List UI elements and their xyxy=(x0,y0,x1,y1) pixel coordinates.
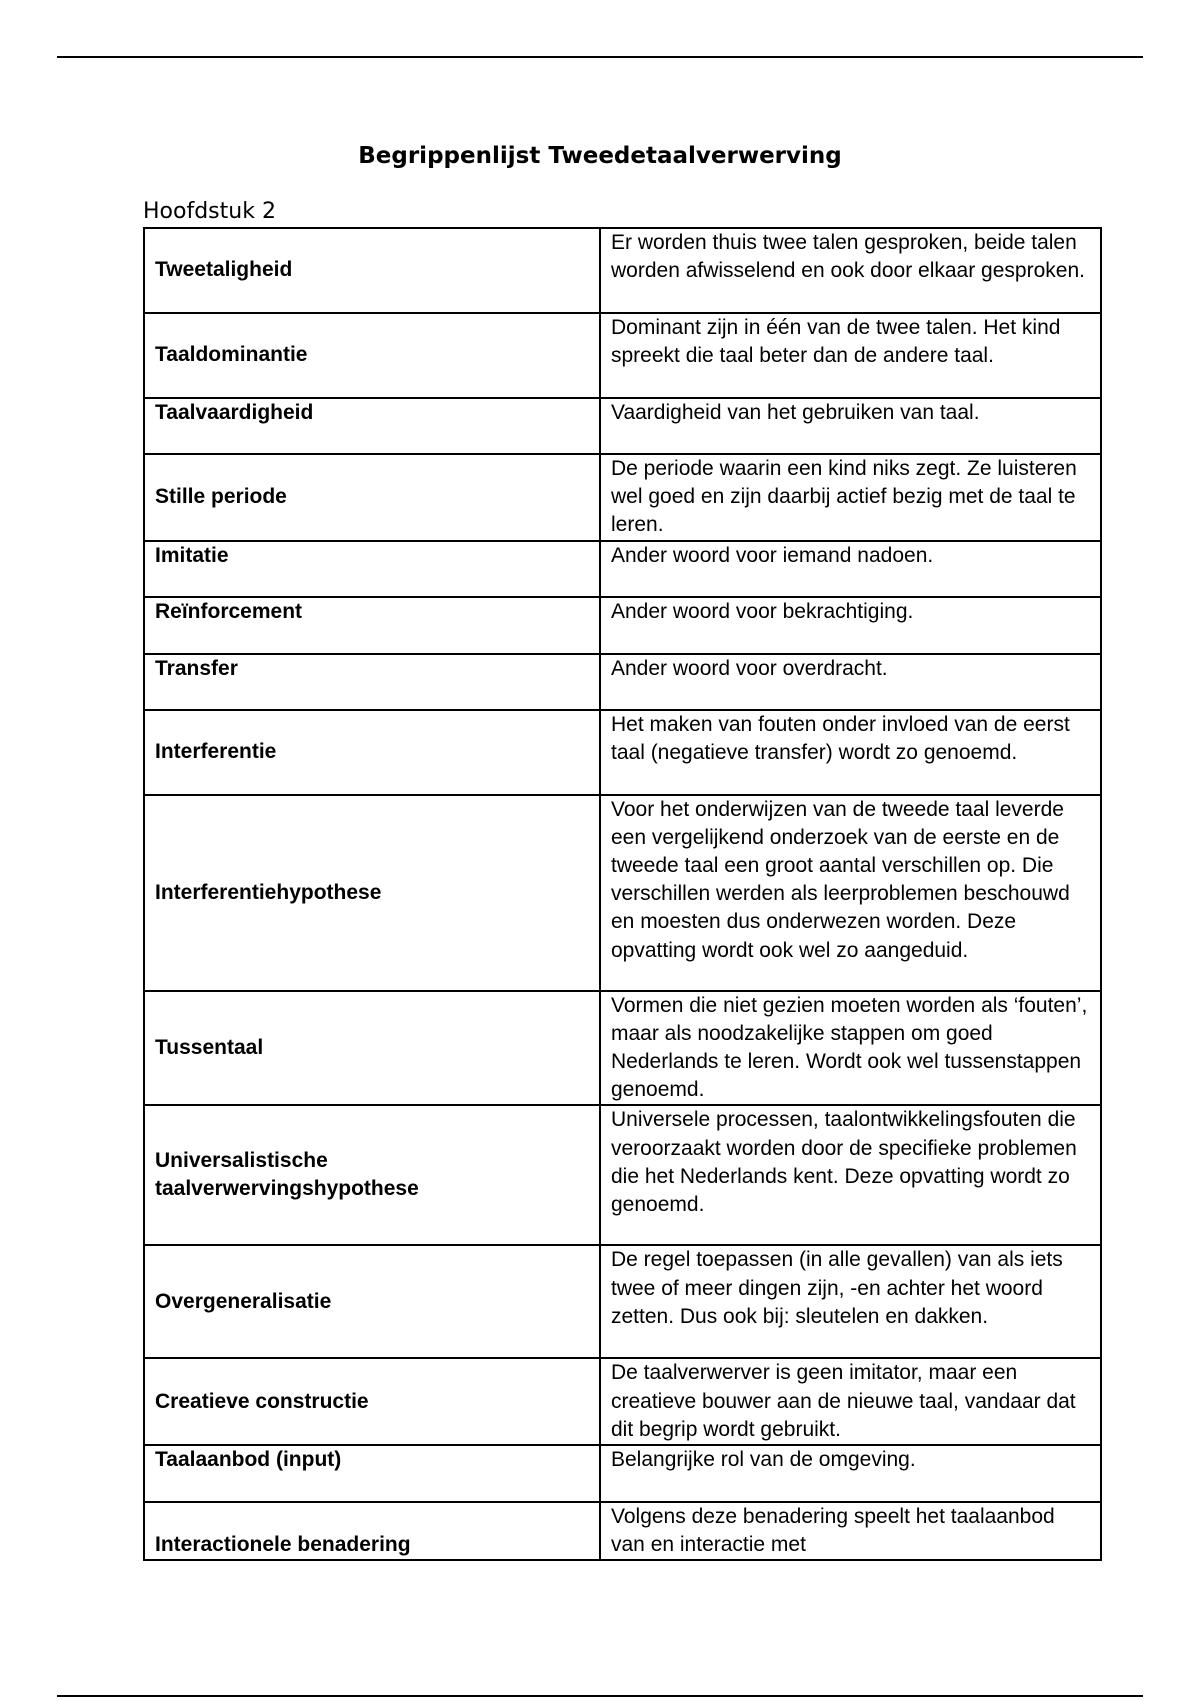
table-row xyxy=(144,313,1101,398)
definition-cell: Ander woord voor iemand nadoen. xyxy=(600,541,1101,597)
term-cell: Creatieve constructie xyxy=(144,1358,600,1445)
term-cell: Taaldominantie xyxy=(144,313,600,398)
table-row xyxy=(144,454,1101,541)
definition-cell: De periode waarin een kind niks zegt. Ze luisteren wel goed en zijn daarbij actief bezig met de taal te leren. xyxy=(600,454,1101,541)
term-cell: Interferentie xyxy=(144,710,600,795)
term-cell: Taalaanbod (input) xyxy=(144,1445,600,1502)
term-cell: Universalistische taalverwervingshypothese xyxy=(144,1105,600,1245)
table-row xyxy=(144,1245,1101,1358)
definition-cell: Er worden thuis twee talen gesproken, beide talen worden afwisselend en ook door elkaar gesproken. xyxy=(600,228,1101,313)
definition-cell: Voor het onderwijzen van de tweede taal leverde een vergelijkend onderzoek van de eerste en de tweede taal een groot aantal verschillen op. Die verschillen werden als leerproblemen beschouwd en moesten dus onderwezen worden. Deze opvatting wordt ook wel zo aangeduid. xyxy=(600,795,1101,991)
footer-rule xyxy=(57,1695,1143,1697)
chapter-heading: Hoofdstuk 2 xyxy=(143,199,276,224)
table-row xyxy=(144,795,1101,991)
table-row xyxy=(144,228,1101,313)
table-row xyxy=(144,541,1101,597)
term-cell: Tussentaal xyxy=(144,991,600,1106)
term-cell: Reïnforcement xyxy=(144,597,600,654)
definition-cell: Universele processen, taalontwikkelingsfouten die veroorzaakt worden door de specifieke problemen die het Nederlands kent. Deze opvatting wordt zo genoemd. xyxy=(600,1105,1101,1245)
definition-cell: Vaardigheid van het gebruiken van taal. xyxy=(600,398,1101,454)
table-row xyxy=(144,710,1101,795)
term-cell: Transfer xyxy=(144,654,600,710)
term-cell: Imitatie xyxy=(144,541,600,597)
term-cell: Taalvaardigheid xyxy=(144,398,600,454)
table-row xyxy=(144,1105,1101,1245)
definition-cell: Dominant zijn in één van de twee talen. Het kind spreekt die taal beter dan de andere taal. xyxy=(600,313,1101,398)
table-row xyxy=(144,1502,1101,1560)
term-cell: Interferentiehypothese xyxy=(144,795,600,991)
term-cell: Stille periode xyxy=(144,454,600,541)
definition-cell: De regel toepassen (in alle gevallen) van als iets twee of meer dingen zijn, -en achter het woord zetten. Dus ook bij: sleutelen en dakken. xyxy=(600,1245,1101,1358)
table-row xyxy=(144,654,1101,710)
table-row xyxy=(144,597,1101,654)
terms-table xyxy=(143,227,1102,1561)
term-cell: Interactionele benadering xyxy=(144,1502,600,1560)
table-row xyxy=(144,1358,1101,1445)
table-row xyxy=(144,398,1101,454)
document-title: Begrippenlijst Tweedetaalverwerving xyxy=(358,143,842,169)
table-row xyxy=(144,991,1101,1106)
definition-cell: Het maken van fouten onder invloed van de eerst taal (negatieve transfer) wordt zo genoemd. xyxy=(600,710,1101,795)
table-row xyxy=(144,1445,1101,1502)
definition-cell: Belangrijke rol van de omgeving. xyxy=(600,1445,1101,1502)
term-cell: Tweetaligheid xyxy=(144,228,600,313)
definition-cell: Ander woord voor overdracht. xyxy=(600,654,1101,710)
definition-cell: Vormen die niet gezien moeten worden als ‘fouten’, maar als noodzakelijke stappen om goed Nederlands te leren. Wordt ook wel tussenstappen genoemd. xyxy=(600,991,1101,1106)
header-rule xyxy=(57,56,1143,58)
term-cell: Overgeneralisatie xyxy=(144,1245,600,1358)
definition-cell: De taalverwerver is geen imitator, maar een creatieve bouwer aan de nieuwe taal, vandaar dat dit begrip wordt gebruikt. xyxy=(600,1358,1101,1445)
definition-cell: Volgens deze benadering speelt het taalaanbod van en interactie met xyxy=(600,1502,1101,1560)
definition-cell: Ander woord voor bekrachtiging. xyxy=(600,597,1101,654)
